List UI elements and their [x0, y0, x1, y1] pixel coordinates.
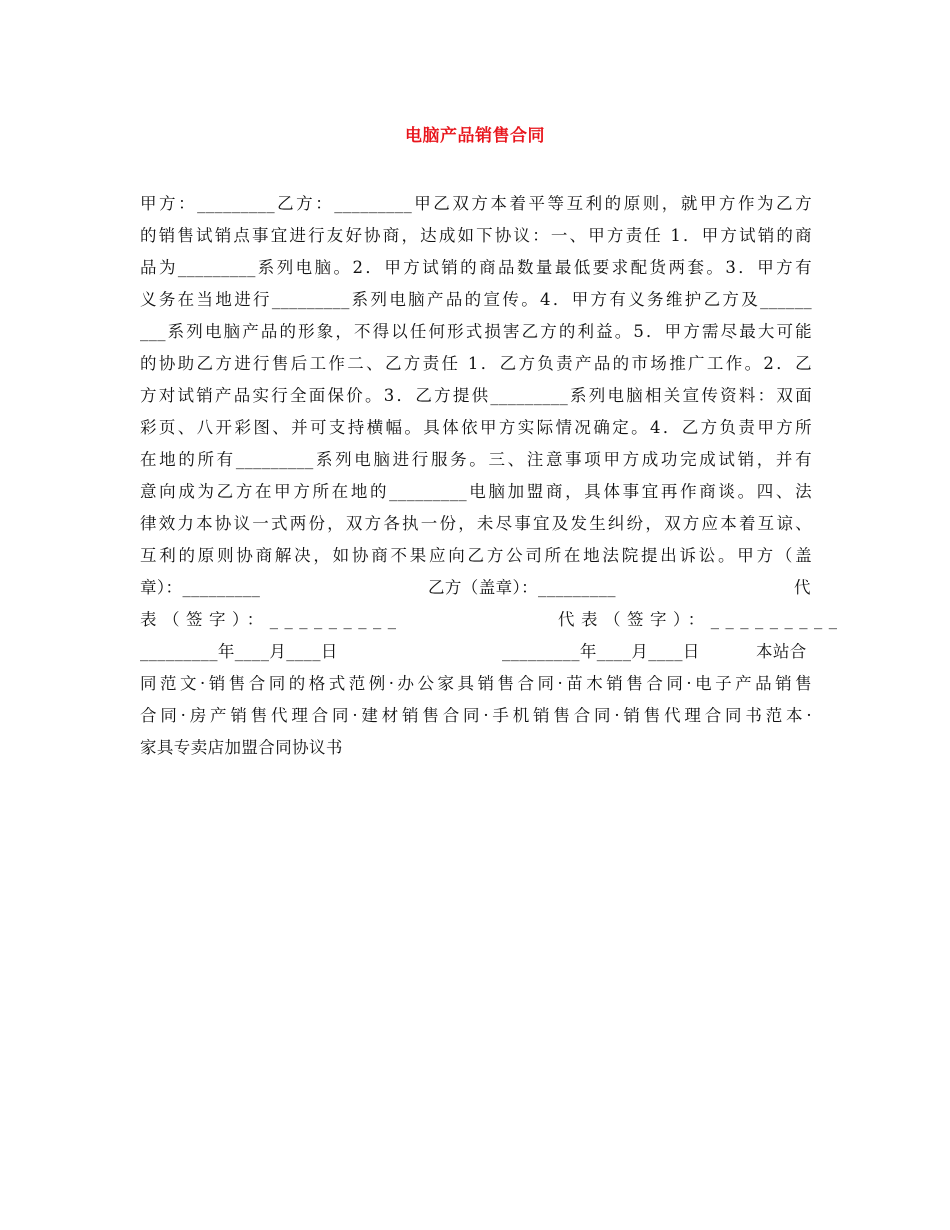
- body-line: ___系列电脑产品的形象，不得以任何形式损害乙方的利益。5．甲方需尽最大可能: [140, 322, 812, 341]
- related-contracts-line: 同范文·销售合同的格式范例·办公家具销售合同·苗木销售合同·电子产品销售: [140, 674, 812, 693]
- party-b-seal-field: 乙方（盖章）：_________: [428, 578, 616, 597]
- signature-row-seal: [140, 572, 812, 604]
- body-line: 彩页、八开彩图、并可支持横幅。具体依甲方实际情况确定。4．乙方负责甲方所: [140, 418, 812, 437]
- body-line: 义务在当地进行_________系列电脑产品的宣传。4．甲方有义务维护乙方及______: [140, 290, 812, 309]
- party-a-seal-field: 章）：_________: [140, 578, 261, 597]
- signature-row-sign: [140, 604, 844, 636]
- party-a-date-field: _________年____月____日: [140, 642, 338, 661]
- body-line: 品为_________系列电脑。2．甲方试销的商品数量最低要求配货两套。3．甲方有: [140, 258, 812, 277]
- representative-label-start: 代: [794, 578, 811, 597]
- party-b-representative-field: 代表（签字）：_________: [558, 610, 844, 629]
- signature-row-date: [140, 636, 812, 668]
- body-line: 在地的所有_________系列电脑进行服务。三、注意事项甲方成功完成试销，并有: [140, 450, 812, 469]
- related-contracts-line: 家具专卖店加盟合同协议书: [140, 738, 343, 757]
- related-contracts-line: 合同·房产销售代理合同·建材销售合同·手机销售合同·销售代理合同书范本·: [140, 706, 812, 725]
- party-a-representative-field: 表（签字）：_________: [140, 610, 403, 629]
- body-line: 甲方：_________乙方：_________甲乙双方本着平等互利的原则，就甲方作为乙方: [140, 194, 812, 213]
- document-title: 电脑产品销售合同: [405, 126, 545, 146]
- body-line: 律效力本协议一式两份，双方各执一份，未尽事宜及发生纠纷，双方应本着互谅、: [140, 514, 812, 533]
- site-links-intro: 本站合: [756, 642, 807, 661]
- body-line: 方对试销产品实行全面保价。3．乙方提供_________系列电脑相关宣传资料：双面: [140, 386, 812, 405]
- body-line: 的销售试销点事宜进行友好协商，达成如下协议：一、甲方责任 1．甲方试销的商: [140, 226, 812, 245]
- body-line: 互利的原则协商解决，如协商不果应向乙方公司所在地法院提出诉讼。甲方（盖: [140, 546, 812, 565]
- party-b-date-field: _________年____月____日: [502, 642, 700, 661]
- body-line: 的协助乙方进行售后工作二、乙方责任 1．乙方负责产品的市场推广工作。2．乙: [140, 354, 812, 373]
- body-line: 意向成为乙方在甲方所在地的_________电脑加盟商，具体事宜再作商谈。四、法: [140, 482, 812, 501]
